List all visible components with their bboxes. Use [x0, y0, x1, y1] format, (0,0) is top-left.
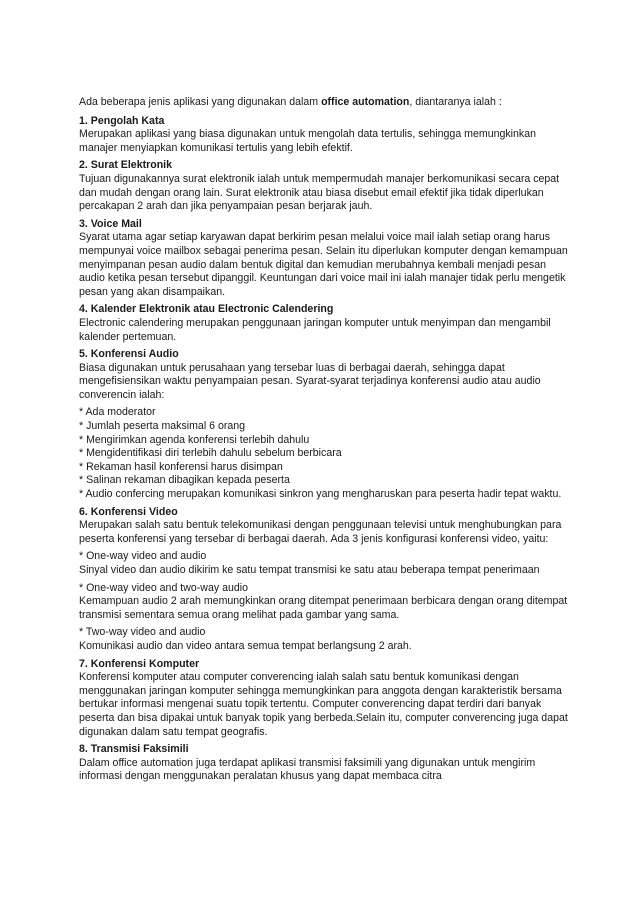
- section-heading: 8. Transmisi Faksimili: [79, 743, 189, 756]
- section-2: [79, 159, 569, 213]
- sections-container: [79, 115, 569, 784]
- video-config-item: [79, 626, 569, 653]
- section-paragraph: Electronic calendering merupakan penggunaan jaringan komputer untuk menyimpan dan mengambil kalender pertemuan.: [79, 316, 551, 343]
- section-6: [79, 506, 569, 654]
- video-config-item: [79, 582, 569, 623]
- bullet-item: * Audio confercing merupakan komunikasi sinkron yang mengharuskan para peserta hadir tepat waktu.: [79, 488, 562, 501]
- section-heading: 4. Kalender Elektronik atau Electronic Calendering: [79, 303, 334, 316]
- section-paragraph: Konferensi komputer atau computer converencing ialah salah satu bentuk komunikasi dengan menggunakan jaringan komputer sehingga memungkinkan para anggota dengan karakteristik bersama bertukar informasi mengenai suatu topik tertentu. Computer converencing dapat terdiri dari banyak peserta dan bisa dipakai untuk banyak topik yang berbeda.Selain itu, computer converencing juga dapat digunakan dalam satu tempat geografis.: [79, 671, 568, 738]
- section-heading: 7. Konferensi Komputer: [79, 657, 200, 670]
- bullet-list: [79, 406, 569, 501]
- section-paragraph: Biasa digunakan untuk perusahaan yang tersebar luas di berbagai daerah, sehingga dapat mengefisiensikan waktu penyampaian pesan. Syarat-syarat terjadinya konferensi audio atau audio converencin ialah:: [79, 361, 541, 401]
- document-page: [79, 96, 569, 788]
- section-7: [79, 658, 569, 740]
- video-config-description: Kemampuan audio 2 arah memungkinkan orang ditempat penerimaan berbicara dengan orang ditempat transmisi sementara semua orang melihat pada gambar yang sama.: [79, 595, 568, 621]
- section-paragraph: Dalam office automation juga terdapat aplikasi transmisi faksimili yang digunakan untuk mengirim informasi dengan menggunakan peralatan khusus yang dapat membaca citra: [79, 756, 536, 783]
- bullet-item: * Salinan rekaman dibagikan kepada peserta: [79, 474, 290, 487]
- section-paragraph: Tujuan digunakannya surat elektronik ialah untuk mempermudah manajer berkomunikasi secara cepat dan mudah dengan orang lain. Surat elektronik atau biasa disebut email efektif jika tidak diperlukan percakapan 2 arah dan jika penyampaian pesan berjarak jauh.: [79, 172, 560, 213]
- bullet-item: * Mengidentifikasi diri terlebih dahulu sebelum berbicara: [79, 447, 342, 460]
- section-8: [79, 743, 569, 784]
- section-paragraph: Merupakan aplikasi yang biasa digunakan untuk mengolah data tertulis, sehingga memungkinkan manajer menyiapkan komunikasi tertulis yang lebih efektif.: [79, 128, 537, 154]
- video-config-title: * One-way video and two-way audio: [79, 581, 249, 594]
- bullet-item: * Ada moderator: [79, 406, 156, 419]
- video-config-description: Sinyal video dan audio dikirim ke satu tempat transmisi ke satu atau beberapa tempat penerimaan: [79, 564, 540, 576]
- video-config-title: * One-way video and audio: [79, 550, 207, 563]
- bullet-item: * Mengirimkan agenda konferensi terlebih dahulu: [79, 433, 310, 446]
- section-paragraph: Syarat utama agar setiap karyawan dapat berkirim pesan melalui voice mail ialah setiap orang harus mempunyai voice mailbox sebagai penerima pesan. Selain itu diperlukan komputer dengan kemampuan menyimpanan pesan audio dalam bentuk digital dan kemudian merubahnya kembali menjadi pesan audio ketika pesan tersebut dipanggil. Keuntungan dari voice mail ini ialah manajer tidak perlu mengetik pesan yang akan disampaikan.: [79, 231, 568, 298]
- section-4: [79, 303, 569, 344]
- bullet-item: * Jumlah peserta maksimal 6 orang: [79, 420, 246, 433]
- intro-bold-term: office automation: [321, 96, 410, 108]
- section-heading: 6. Konferensi Video: [79, 505, 178, 518]
- video-config-title: * Two-way video and audio: [79, 626, 206, 639]
- video-config-description: Komunikasi audio dan video antara semua tempat berlangsung 2 arah.: [79, 639, 412, 652]
- section-1: [79, 115, 569, 156]
- section-3: [79, 218, 569, 300]
- video-config-item: [79, 550, 569, 577]
- section-5: [79, 348, 569, 502]
- section-paragraph: Merupakan salah satu bentuk telekomunikasi dengan penggunaan televisi untuk menghubungkan para peserta konferensi yang tersebar di berbagai daerah. Ada 3 jenis konfigurasi konferensi video, yaitu:: [79, 519, 562, 545]
- intro-paragraph: Ada beberapa jenis aplikasi yang digunakan dalam office automation, diantaranya ialah :: [79, 96, 502, 108]
- section-heading: 2. Surat Elektronik: [79, 159, 173, 172]
- bullet-item: * Rekaman hasil konferensi harus disimpan: [79, 460, 283, 473]
- section-heading: 3. Voice Mail: [79, 217, 142, 230]
- section-heading: 1. Pengolah Kata: [79, 114, 165, 127]
- section-heading: 5. Konferensi Audio: [79, 348, 179, 361]
